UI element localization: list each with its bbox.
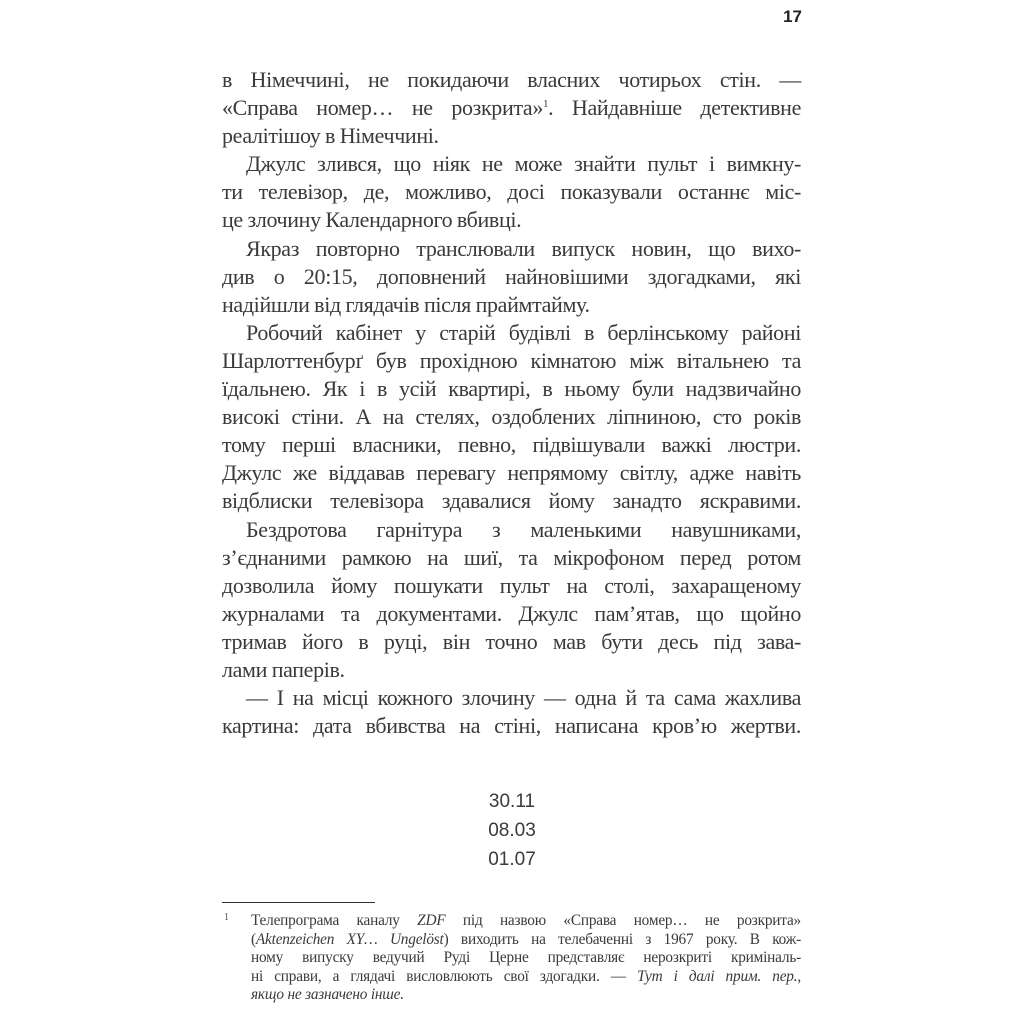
footnote-line	[251, 968, 801, 987]
text-line: тому перші власники, певно, підвішували важкі люстри.	[222, 432, 801, 458]
date-item: 30.11	[488, 791, 536, 812]
footnote-separator	[222, 902, 375, 903]
text-line: реалітішоу в Німеччині.	[222, 123, 439, 149]
text-fragment-italic: Aktenzeichen XY… Ungelöst	[255, 930, 444, 948]
text-line: Робочий кабінет у старій будівлі в берлінському районі	[246, 319, 801, 345]
text-line: Бездротова гарнітура з маленькими навушниками,	[246, 516, 801, 542]
text-line: з’єднаними рамкою на шиї, та мікрофоном перед ротом	[222, 544, 801, 570]
text-fragment: . Найдавніше детективне	[548, 95, 801, 121]
text-fragment: під назвою «Справа номер… не розкрита»	[445, 912, 801, 929]
date-item: 01.07	[488, 849, 536, 870]
text-fragment: ні справи, а глядачі висловлюють свої здогадки. —	[251, 967, 638, 985]
footnote	[222, 912, 801, 1005]
text-line: ти телевізор, де, можливо, досі показували останнє міс-	[222, 179, 801, 205]
text-line: див о 20:15, доповнений найновішими здогадками, які	[222, 263, 801, 289]
text-fragment: (	[251, 930, 256, 948]
text-line: відблиски телевізора здавалися йому занадто яскравими.	[222, 488, 801, 514]
text-fragment-italic: якщо не зазначено інше.	[251, 986, 404, 1004]
text-line: надійшли від глядачів після праймтайму.	[222, 291, 590, 317]
footnote-marker: 1	[224, 912, 229, 923]
footnote-body	[251, 912, 801, 1005]
text-line: тримав його в руці, він точно мав бути десь під зава-	[222, 628, 801, 654]
text-fragment: Телепрограма каналу	[251, 912, 418, 929]
footnote-line	[251, 931, 801, 950]
body-text	[222, 66, 801, 740]
text-line: картина: дата вбивства на стіні, написана кров’ю жертви.	[222, 713, 801, 739]
footnote-line: ному випуску ведучий Руді Церне представляє нерозкриті криміналь-	[251, 949, 801, 967]
text-line: в Німеччині, не покидаючи власних чотирьох стін. —	[222, 67, 801, 92]
footnote-reference[interactable]: 1	[542, 98, 549, 111]
footnote-line	[251, 912, 801, 931]
text-fragment: ,	[797, 967, 802, 985]
text-line: — І на місці кожного злочину — одна й та сама жахлива	[246, 685, 801, 711]
text-fragment: «Справа номер… не розкрита»	[222, 95, 543, 121]
text-line: дозволила йому пошукати пульт на столі, захаращеному	[222, 572, 801, 598]
text-line: їдальнею. Як і в усій квартирі, в ньому були надзвичайно	[222, 376, 801, 402]
text-line: журналами та документами. Джулс пам’ятав, що щойно	[222, 600, 801, 626]
text-fragment-italic: ZDF	[417, 912, 446, 929]
footnote-line	[251, 986, 801, 1005]
page-number: 17	[783, 7, 802, 26]
text-line: високі стіни. А на стелях, оздоблених ліпниною, сто років	[222, 404, 801, 430]
dates-list	[0, 787, 1024, 874]
text-line: лами паперів.	[222, 656, 345, 682]
text-line: Якраз повторно транслювали випуск новин, що вихо-	[246, 235, 801, 261]
text-line	[222, 94, 801, 122]
text-fragment: ) виходить на телебаченні з 1967 року. В кож-	[443, 930, 801, 948]
date-item: 08.03	[488, 820, 536, 841]
text-line: Джулс же віддавав перевагу непрямому світлу, адже навіть	[222, 460, 801, 486]
text-fragment-italic: Тут і далі прим. пер.	[637, 967, 798, 985]
text-line: Шарлоттенбурґ був прохідною кімнатою між вітальнею та	[222, 347, 801, 373]
text-line: це злочину Календарного вбивці.	[222, 207, 522, 233]
text-line: Джулс злився, що ніяк не може знайти пульт і вимкну-	[246, 151, 801, 177]
